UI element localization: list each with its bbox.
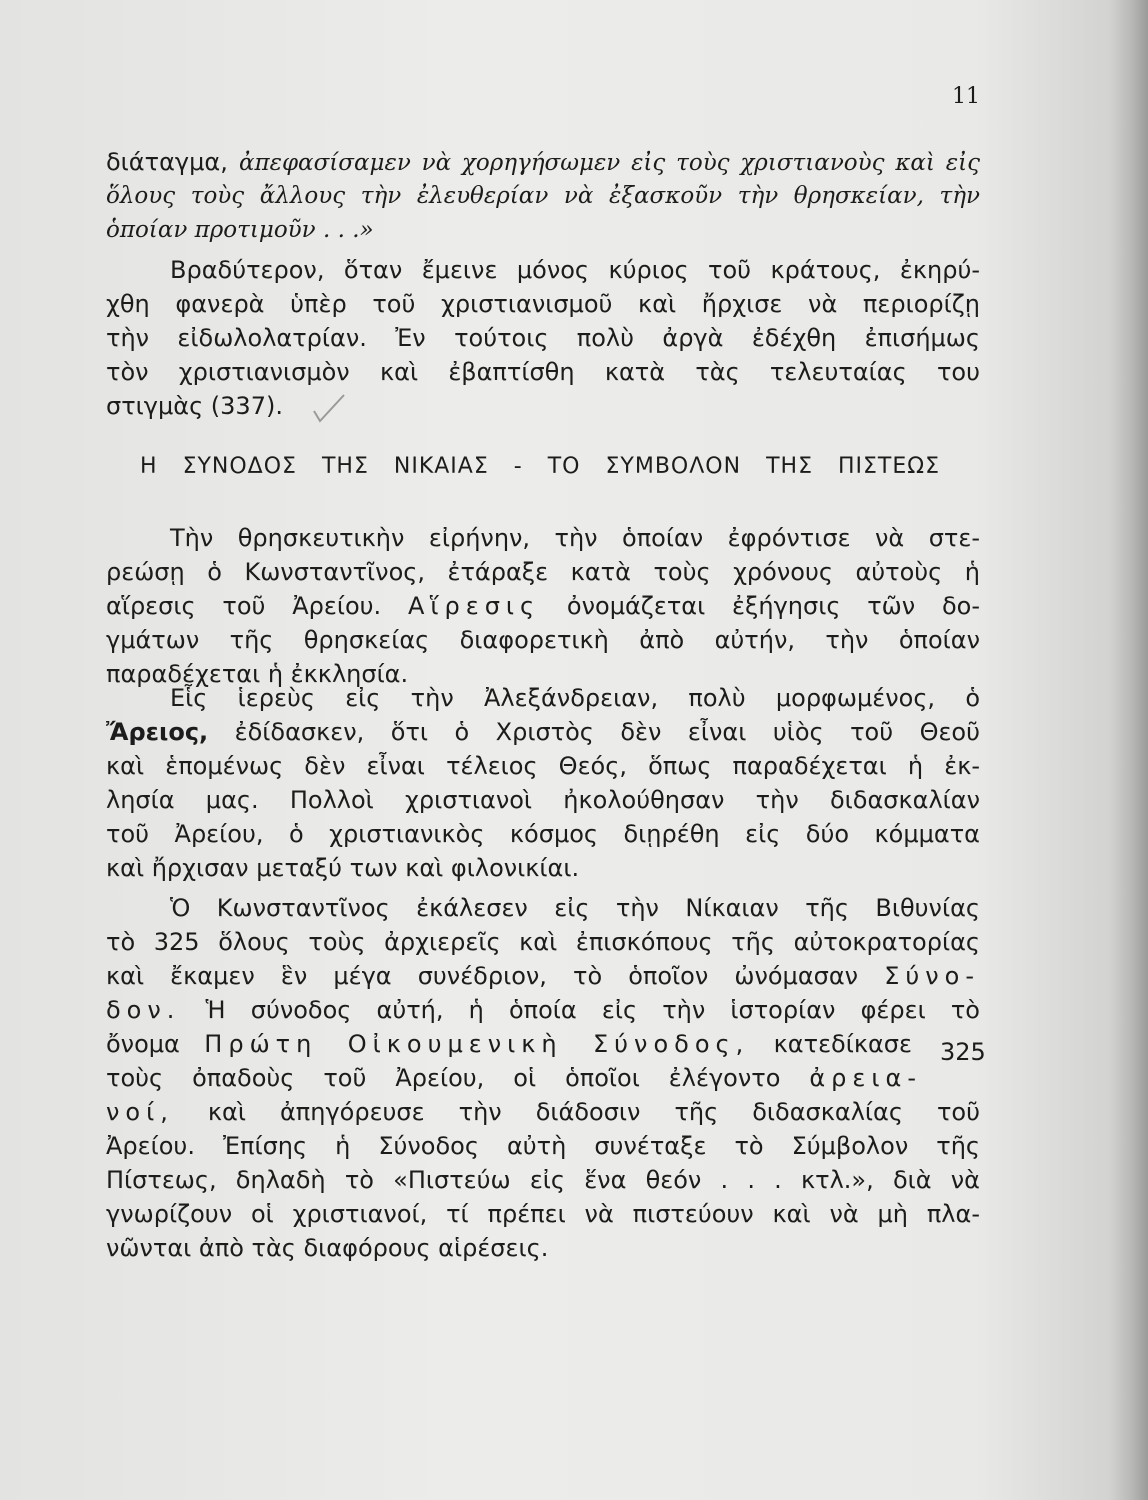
para3-line: Εἷς ἱερεὺς εἰς τὴν Ἀλεξάνδρειαν, πολὺ μορφωμένος, ὁ [170, 684, 980, 712]
para4-line: δον. Ἡ σύνοδος αὐτή, ἡ ὁποία εἰς τὴν ἱστορίαν φέρει τὸ [106, 996, 980, 1024]
term-first-ecumenical-synod: Πρώτη Οἰκουμενικὴ Σύνοδος, [204, 1030, 750, 1058]
term-arians: ἀρεια- [809, 1064, 922, 1092]
para4-line: ὄνομα Πρώτη Οἰκουμενικὴ Σύνοδος, κατεδίκασε [106, 1030, 912, 1058]
para3-line: λησία μας. Πολλοὶ χριστιανοὶ ἠκολούθησαν τὴν διδασκαλίαν [106, 786, 980, 814]
para4-line: Ὁ Κωνσταντῖνος ἐκάλεσεν εἰς τὴν Νίκαιαν τῆς Βιθυνίας [170, 894, 980, 922]
para4-line: γνωρίζουν οἱ χριστιανοί, τί πρέπει νὰ πιστεύουν καὶ νὰ μὴ πλα- [106, 1200, 980, 1228]
para1-line: τὴν εἰδωλολατρίαν. Ἐν τούτοις πολὺ ἀργὰ ἐδέχθη ἐπισήμως [106, 324, 980, 352]
para2-line: παραδέχεται ἡ ἐκκλησία. [106, 660, 409, 688]
term-heresy: Αἵρεσις [407, 592, 541, 620]
para2-line: Τὴν θρησκευτικὴν εἰρήνην, τὴν ὁποίαν ἐφρόντισε νὰ στε- [170, 524, 980, 552]
para4-line: νοί, καὶ ἀπηγόρευσε τὴν διάδοσιν τῆς διδασκαλίας τοῦ [106, 1098, 980, 1126]
para2-line: ρεώσῃ ὁ Κωνσταντῖνος, ἐτάραξε κατὰ τοὺς χρόνους αὐτοὺς ἡ [106, 558, 980, 586]
para3-line: καὶ ἑπομένως δὲν εἶναι τέλειος Θεός, ὅπως παραδέχεται ἡ ἐκ- [106, 752, 980, 780]
para4-line: νῶνται ἀπὸ τὰς διαφόρους αἱρέσεις. [106, 1234, 549, 1262]
para1-line: χθη φανερὰ ὑπὲρ τοῦ χριστιανισμοῦ καὶ ἤρχισε νὰ περιορίζῃ [106, 290, 980, 318]
para1-line: στιγμὰς (337). [106, 392, 283, 420]
para3-line: καὶ ἤρχισαν μεταξύ των καὶ φιλονικίαι. [106, 854, 580, 882]
quote-line-1: διάταγμα, ἀπεφασίσαμεν νὰ χορηγήσωμεν εἰς τοὺς χριστιανοὺς καὶ εἰς [106, 148, 980, 176]
term-synod: Σύνο- [884, 962, 980, 990]
para4-line: τὸ 325 ὅλους τοὺς ἀρχιερεῖς καὶ ἐπισκόπους τῆς αὐτοκρατορίας [106, 928, 980, 956]
para1-line: Βραδύτερον, ὅταν ἔμεινε μόνος κύριος τοῦ κράτους, ἐκηρύ- [170, 256, 980, 284]
quote-line-2: ὅλους τοὺς ἄλλους τὴν ἐλευθερίαν νὰ ἐξασκοῦν τὴν θρησκείαν, τὴν [106, 183, 980, 209]
margin-year-note: 325 [940, 1038, 986, 1066]
para2-line: αἵρεσις τοῦ Ἀρείου. Αἵρεσις ὀνομάζεται ἐξήγησις τῶν δο- [106, 592, 980, 620]
page-number: 11 [952, 84, 980, 109]
para4-line: Ἀρείου. Ἐπίσης ἡ Σύνοδος αὐτὴ συνέταξε τὸ Σύμβολον τῆς [106, 1132, 980, 1160]
para4-line: καὶ ἔκαμεν ἓν μέγα συνέδριον, τὸ ὁποῖον ὠνόμασαν Σύνο- [106, 962, 980, 990]
para2-line: γμάτων τῆς θρησκείας διαφορετικὴ ἀπὸ αὐτήν, τὴν ὁποίαν [106, 626, 980, 654]
para3-line: Ἄρειος, ἐδίδασκεν, ὅτι ὁ Χριστὸς δὲν εἶναι υἱὸς τοῦ Θεοῦ [106, 718, 980, 746]
quote-line-3: ὁποίαν προτιμοῦν . . .» [106, 217, 374, 243]
para4-line: τοὺς ὀπαδοὺς τοῦ Ἀρείου, οἱ ὁποῖοι ἐλέγοντο ἀρεια- [106, 1064, 922, 1092]
section-heading: Η ΣΥΝΟΔΟΣ ΤΗΣ ΝΙΚΑΙΑΣ - ΤΟ ΣΥΜΒΟΛΟΝ ΤΗΣ ΠΙΣΤΕΩΣ [140, 454, 940, 479]
para4-line: Πίστεως, δηλαδὴ τὸ «Πιστεύω εἰς ἕνα θεόν . . . κτλ.», διὰ νὰ [106, 1166, 980, 1194]
binding-shadow [1108, 0, 1148, 1500]
para3-line: τοῦ Ἀρείου, ὁ χριστιανικὸς κόσμος διῃρέθη εἰς δύο κόμματα [106, 820, 980, 848]
pencil-tick-mark-icon [310, 391, 350, 427]
name-arius: Ἄρειος, [106, 718, 209, 746]
para1-line: τὸν χριστιανισμὸν καὶ ἐβαπτίσθη κατὰ τὰς τελευταίας του [106, 358, 980, 386]
